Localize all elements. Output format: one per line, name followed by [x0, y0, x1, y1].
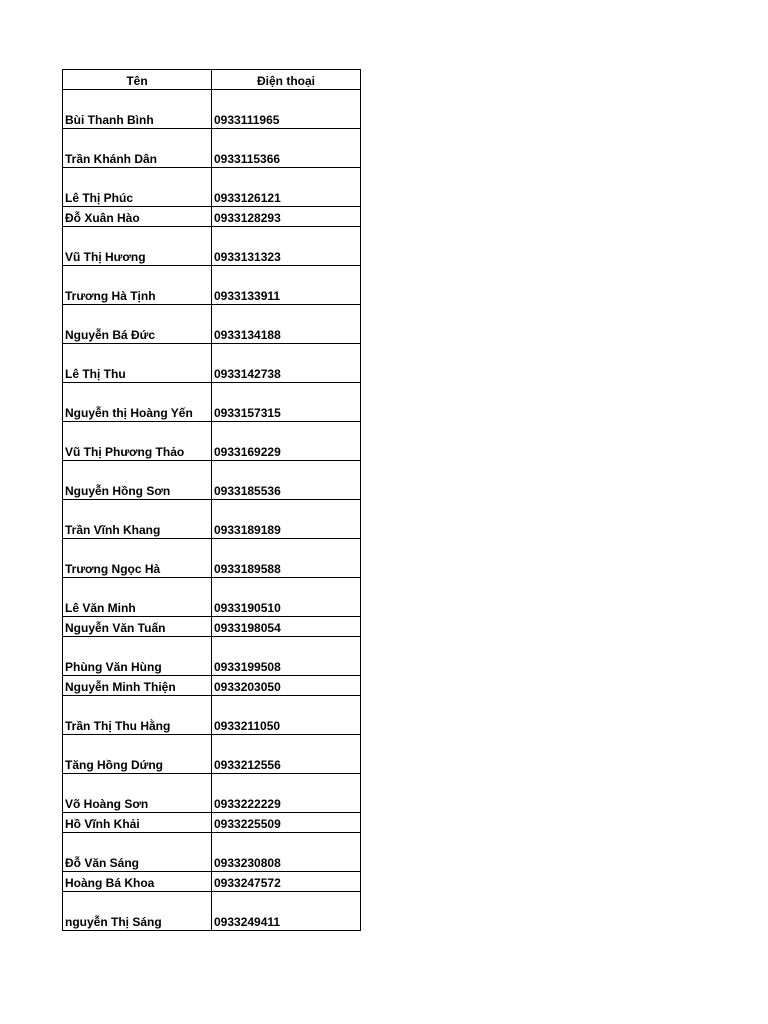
cell-name: Trần Thị Thu Hằng: [63, 696, 212, 735]
cell-name: Võ Hoàng Sơn: [63, 774, 212, 813]
cell-phone: 0933185536: [212, 461, 361, 500]
table-row: [63, 833, 361, 872]
table-row: [63, 892, 361, 931]
contacts-table: [62, 69, 361, 931]
cell-name: Hồ Vĩnh Khải: [63, 813, 212, 833]
table-row: [63, 168, 361, 207]
cell-phone: 0933115366: [212, 129, 361, 168]
cell-phone: 0933199508: [212, 637, 361, 676]
table-row: [63, 129, 361, 168]
table-row: [63, 461, 361, 500]
cell-name: Trương Hà Tịnh: [63, 266, 212, 305]
cell-phone: 0933131323: [212, 227, 361, 266]
table-row: [63, 696, 361, 735]
cell-phone: 0933222229: [212, 774, 361, 813]
cell-name: Lê Thị Phúc: [63, 168, 212, 207]
contact-sheet: [62, 69, 361, 931]
table-row: [63, 344, 361, 383]
cell-name: Đỗ Xuân Hào: [63, 207, 212, 227]
cell-phone: 0933111965: [212, 90, 361, 129]
column-header-phone: Điện thoại: [212, 70, 361, 90]
cell-name: Phùng Văn Hùng: [63, 637, 212, 676]
table-row: [63, 90, 361, 129]
cell-phone: 0933133911: [212, 266, 361, 305]
table-row: [63, 305, 361, 344]
cell-name: Đỗ Văn Sáng: [63, 833, 212, 872]
cell-name: Nguyễn Minh Thiện: [63, 676, 212, 696]
table-row: [63, 578, 361, 617]
cell-name: Lê Thị Thu: [63, 344, 212, 383]
cell-name: Trần Vĩnh Khang: [63, 500, 212, 539]
cell-name: Trần Khánh Dân: [63, 129, 212, 168]
cell-name: Nguyễn Văn Tuấn: [63, 617, 212, 637]
table-row: [63, 774, 361, 813]
cell-phone: 0933189588: [212, 539, 361, 578]
table-row: [63, 500, 361, 539]
cell-phone: 0933190510: [212, 578, 361, 617]
cell-name: nguyễn Thị Sáng: [63, 892, 212, 931]
cell-name: Vũ Thị Hương: [63, 227, 212, 266]
cell-name: Hoàng Bá Khoa: [63, 872, 212, 892]
table-row: [63, 735, 361, 774]
table-row: [63, 266, 361, 305]
cell-phone: 0933142738: [212, 344, 361, 383]
cell-phone: 0933203050: [212, 676, 361, 696]
cell-phone: 0933169229: [212, 422, 361, 461]
cell-name: Trương Ngọc Hà: [63, 539, 212, 578]
cell-phone: 0933157315: [212, 383, 361, 422]
column-header-name: Tên: [63, 70, 212, 90]
table-row: [63, 422, 361, 461]
table-row: [63, 872, 361, 892]
cell-name: Vũ Thị Phương Thảo: [63, 422, 212, 461]
table-row: [63, 227, 361, 266]
cell-phone: 0933212556: [212, 735, 361, 774]
table-body: [63, 90, 361, 931]
cell-name: Nguyễn thị Hoàng Yến: [63, 383, 212, 422]
cell-phone: 0933126121: [212, 168, 361, 207]
cell-phone: 0933247572: [212, 872, 361, 892]
table-row: [63, 617, 361, 637]
table-row: [63, 207, 361, 227]
table-row: [63, 383, 361, 422]
cell-phone: 0933249411: [212, 892, 361, 931]
cell-name: Lê Văn Minh: [63, 578, 212, 617]
cell-phone: 0933225509: [212, 813, 361, 833]
cell-name: Nguyễn Hồng Sơn: [63, 461, 212, 500]
cell-phone: 0933134188: [212, 305, 361, 344]
cell-name: Tăng Hồng Dứng: [63, 735, 212, 774]
cell-phone: 0933189189: [212, 500, 361, 539]
cell-phone: 0933211050: [212, 696, 361, 735]
cell-name: Nguyễn Bá Đức: [63, 305, 212, 344]
cell-phone: 0933230808: [212, 833, 361, 872]
table-row: [63, 676, 361, 696]
table-row: [63, 813, 361, 833]
header-row: [63, 70, 361, 90]
table-row: [63, 637, 361, 676]
cell-name: Bùi Thanh Bình: [63, 90, 212, 129]
table-row: [63, 539, 361, 578]
cell-phone: 0933128293: [212, 207, 361, 227]
cell-phone: 0933198054: [212, 617, 361, 637]
